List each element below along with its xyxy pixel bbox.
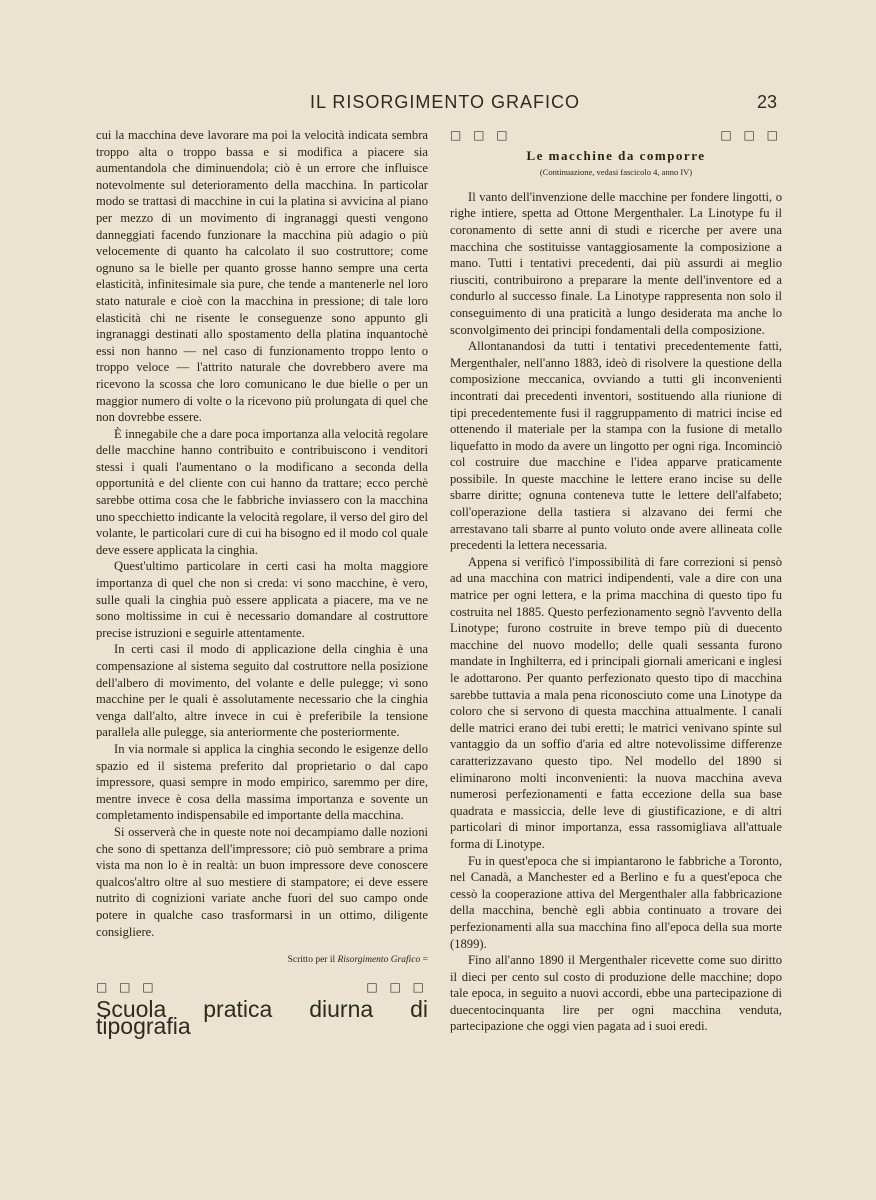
paragraph: In via normale si applica la cinghia secondo le esigenze dello spazio ed il sistema preferito dal proprietario o dal capo impressore, quasi sempre in modo empirico, saremmo per dire, mentre invece è cosa della massima importanza e sovente un completamento indispensabile ed importante della macchina. (96, 741, 428, 823)
paragraph: Quest'ultimo particolare in certi casi ha molta maggiore importanza di quel che non si creda: vi sono macchine, è vero, sulle quali la cinghia può essere applicata a piacere, ma ve ne sono moltissime in cui è necessario domandare al costruttore precise istruzioni e seguirle attentamente. (96, 559, 428, 640)
paragraph: Fu in quest'epoca che si impiantarono le fabbriche a Toronto, nel Canadà, a Manchester ed a Berlino e fu a quest'epoca che cessò la cooperazione attiva del Mergenthaler alla fabbricazione della macchina, benchè egli abbia continuato a trovare dei perfezionamenti alla sua macchina fino all'epoca della sua morte (1899). (450, 853, 782, 951)
signoff (96, 952, 428, 969)
paragraph: Appena si verificò l'impossibilità di fare correzioni si pensò ad una macchina con matrici indipendenti, vale a dire con una matrice per ogni lettera, e la prima macchina di questo tipo fu costruita nel 1885. Questo perfezionamento segnò l'avvento della Linotype; furono costruite in breve tempo più di duecento macchine del nuovo modello; delle quali sessanta furono mandate in Inghilterra, ed i principali giornali americani e inglesi le adottarono. Per quanto perfezionato questo tipo di macchina sarebbe tuttavia a mala pena riconosciuto come una Linotype da coloro che si servono di questa macchina attualmente. I canali delle matrici erano dei tubi eretti; le matrici venivano spinte sul vantaggio da un soffio d'aria ed altre notevolissime differenze caratterizzavano questo tipo. Nel modello del 1890 si eliminarono molti inconvenienti: la nuova macchina aveva numerosi perfezionamenti e fatta eccezione della sua base quadrata e massiccia, delle leve di giustificazione, e di altri particolari di minor importanza, essa rassomigliava all'attuale forma di Linotype. (450, 554, 782, 851)
section-title: Le macchine da comporre (526, 147, 706, 163)
right-column (450, 127, 782, 1035)
ornament-left: □ □ □ (450, 128, 512, 142)
signoff-mark: = (422, 955, 428, 966)
paragraph: Allontanandosi da tutti i tentativi precedentemente fatti, Mergenthaler, nell'anno 1883, ideò di risolvere la questione della composizione meccanica, ovviando a tutti gli inconvenienti incontrati dai precedenti inventori, sostituendo alla riunione di tipi precedentemente fusi il raggruppamento di matrici incise ed ottenendo il materiale per la stampa con la fusione di metallo liquefatto in modo da avere un lingotto per ogni riga. Incominciò col costruire due macchine e l'idea apparve praticamente possibile. In queste macchine le lettere erano incise su delle sbarre diritte; ognuna conteneva tutte le lettere dell'alfabeto; coll'operazione della tastiera si alzavano dei fermi che arrestavano tali sbarre al punto voluto onde avere allineata colle precedenti la lettera necessaria. (450, 339, 782, 553)
paragraph: In certi casi il modo di applicazione della cinghia è una compensazione al sistema seguito dal costruttore nella posizione dell'albero di movimento, del volante e delle pulegge; vi sono macchine per le quali è assolutamente necessario che la cinghia venga dall'alto, altre invece in cui è preferibile la tensione parallela alle pulegge, sia anteriormente che posteriormente. (96, 642, 428, 740)
ornament-row (96, 979, 428, 996)
ornament-left: □ □ □ (96, 979, 158, 994)
ornament-row (450, 127, 782, 144)
left-column (96, 127, 428, 1039)
next-article-title: Scuola pratica diurna di tipografia (96, 996, 428, 1039)
paragraph: cui la macchina deve lavorare ma poi la velocità indicata sembra troppo alta o troppo bassa e si modifica a piacere sia aumentandola che diminuendola; ciò è un errore che influisce notevolmente sul deterioramento della macchina. In particolar modo se trattasi di macchine in cui la platina si avvicina al piano per mezzo di un movimento di ingranaggi questi vengono danneggiati facendo funzionare la macchina più adagio o più velocemente di quanto ha calcolato il suo costruttore; come ognuno sa le bielle per quanto grosse hanno sempre una certa elasticità, infinitesimale sia pure, che tende a mantenerle nel loro stato naturale e cioè con la macchina in pressione; di tale loro elasticità chi ne risente le conseguenze sono appunto gli ingranaggi destinati allo spostamento della platina inquantochè essi non hanno — nel caso di funzionamento troppo lento o troppo veloce — l'attrito naturale che dovrebbero avere ma ricevono la scossa che loro comunicano le due bielle o per un maggior numero di volte o la ricevono più prolungata di quel che non dovrebbe essere. (96, 128, 428, 425)
paragraph: Fino all'anno 1890 il Mergenthaler ricevette come suo diritto il dieci per cento sul costo di produzione delle macchine; dopo tale epoca, in seguito a nuovi accordi, ebbe una partecipazione di duecentocinquanta lire per ogni macchina venduta, partecipazione che oggi vien pagata ad i suoi eredi. (450, 953, 782, 1034)
ornament-right: □ □ □ (720, 128, 782, 142)
running-title: IL RISORGIMENTO GRAFICO (310, 92, 581, 112)
signoff-prefix: Scritto per il (287, 955, 336, 966)
ornament-right: □ □ □ (366, 979, 428, 994)
section-subtitle: (Continuazione, vedasi fascicolo 4, anno IV) (539, 167, 693, 178)
signoff-name: Risorgimento Grafico (337, 955, 421, 966)
paragraph: Si osserverà che in queste note noi decampiamo dalle nozioni che sono di spettanza dell'impressore; ciò può sembrare a prima vista ma non lo è in realtà: un buon impressore deve conoscere qualcos'altro oltre al suo mestiere di stampatore; ei deve essere nutrito di cognizioni variate anche fuori del suo campo onde potere in qualche caso trasformarsi in un ottimo, diligente consigliere. (96, 824, 428, 939)
paragraph: È innegabile che a dare poca importanza alla velocità regolare delle macchine hanno contribuito e contribuiscono i venditori stessi i quali l'aumentano o la modificano a seconda della opportunità e del cliente con cui hanno da trattare; ecco perchè sarebbe ottima cosa che le fabbriche inviassero con la macchina uno specchietto indicante la velocità regolare, il verso del giro del volante, le particolari cure di cui ha bisogno ed il modo col quale deve essere applicata la cinghia. (96, 426, 428, 557)
page-number: 23 (757, 92, 778, 112)
paragraph: Il vanto dell'invenzione delle macchine per fondere lingotti, o righe intiere, spetta ad Ottone Mergenthaler. La Linotype fu il coronamento di sette anni di studi e ricerche per avere una macchina che sostituisse vantaggiosamente la composizione a mano. Tutti i tentativi precedenti, dai più assurdi ai meglio riusciti, contribuirono a preparare la mente dell'inventore ed a condurlo al successo finale. La Linotype rappresenta non solo il conseguimento di una praticità a lungo desiderata ma anche lo sconvolgimento dei principi fondamentali della composizione. (450, 189, 782, 337)
